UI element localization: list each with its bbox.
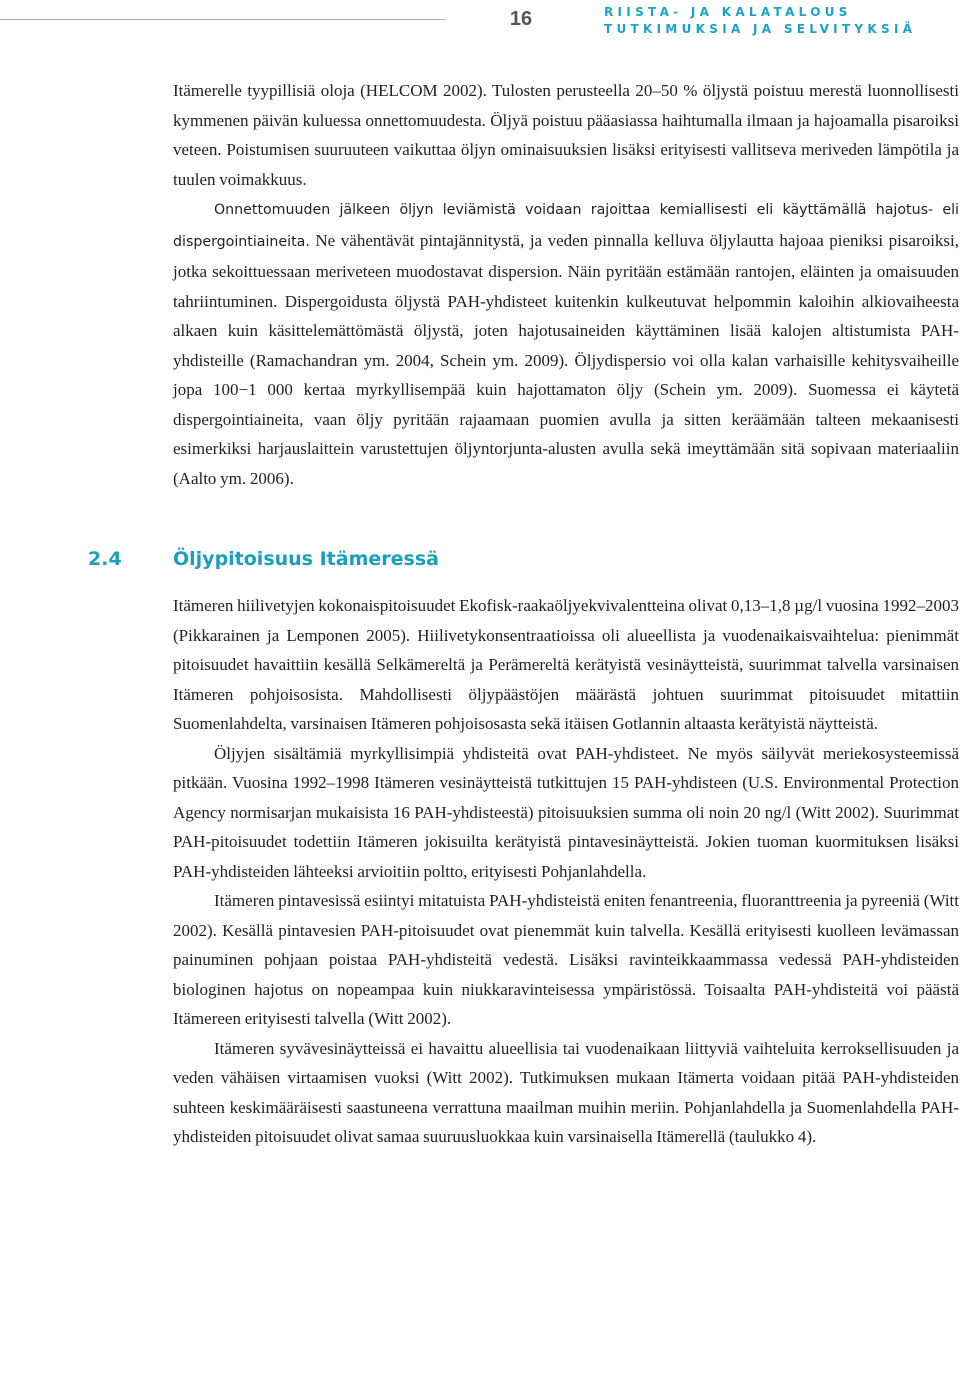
paragraph: Itämeren pintavesissä esiintyi mitatuista PAH-yhdisteistä eniten fenantreenia, fluoranttreenia ja pyreeniä (Witt 2002). Kesällä pintavesien PAH-pitoisuudet ovat pienemmät kuin talvella. Kesällä erityisesti kuolleen levämassan painuminen pohjaan poistaa PAH-yhdisteitä vedestä. Lisäksi ravinteikkaammassa vedessä PAH-yhdisteiden biologinen hajotus on nopeampaa kuin niukkaravinteisessa ympäristössä. Toisaalta PAH-yhdisteitä voi päästä Itämereen erityisesti talvella (Witt 2002).	[173, 891, 959, 1028]
series-line-2: TUTKIMUKSIA JA SELVITYKSIÄ	[604, 22, 917, 36]
page-number: 16	[509, 8, 533, 30]
body-text	[173, 76, 959, 493]
section-number: 2.4	[88, 548, 122, 570]
section-heading	[88, 548, 439, 570]
series-line-1: RIISTA- JA KALATALOUS	[604, 5, 852, 19]
paragraph: Itämeren hiilivetyjen kokonaispitoisuudet Ekofisk-raakaöljyekvivalentteina olivat 0,13–1,8 µg/l vuosina 1992–2003 (Pikkarainen ja Lemponen 2005). Hiilivetykonsentraatioissa oli alueellista ja vuodenaikaisvaihtelua: pienimmät pitoisuudet havaittiin kesällä Selkämereltä ja Perämereltä kerätyistä vesinäytteistä, suurimmat talvella varsinaisen Itämeren pohjoisosista. Mahdollisesti öljypäästöjen määrästä johtuen suurimmat pitoisuudet mitattiin Suomenlahdelta, varsinaisen Itämeren pohjoisosasta sekä itäisen Gotlannin altaasta kerätyistä näytteistä.	[173, 596, 959, 733]
paragraph: Itämeren syvävesinäytteissä ei havaittu alueellisia tai vuodenaikaan liittyviä vaihteluita kerroksellisuuden ja veden vähäisen virtaamisen vuoksi (Witt 2002). Tutkimuksen mukaan Itämerta voidaan pitää PAH-yhdisteiden suhteen keskimääräisesti saastuneena verrattuna maailman muihin meriin. Pohjanlahdella ja Suomenlahdella PAH-yhdisteiden pitoisuudet olivat samaa suuruusluokkaa kuin varsinaisella Itämerellä (taulukko 4).	[173, 1038, 959, 1146]
header-rule	[0, 19, 446, 20]
paragraph-serif-part: Ne vähentävät pintajännitystä, ja veden pinnalla kelluva öljylautta hajoaa pieniksi pisaroiksi, jotka sekoittuessaan meriveteen muodostavat dispersion. Näin pyritään estämään rantojen, eläinten ja omaisuuden tahriintuminen. Dispergoidusta öljystä PAH-yhdisteet kuitenkin kulkeutuvat helpommin kaloihin alkiovaiheesta alkaen kuin käsittelemättömästä öljystä, joten hajotusaineiden käyttäminen lisää kalojen altistumista PAH-yhdisteille (Ramachandran ym. 2004, Schein ym. 2009). Öljydispersio voi olla kalan varhaisille kehitysvaiheille jopa 100−1 000 kertaa myrkyllisempää kuin hajottamaton öljy (Schein ym. 2009). Suomessa ei käytetä dispergointiaineita, vaan öljy pyritään rajaamaan puomien avulla ja sitten keräämään talteen mekaanisesti esimerkiksi harjauslaittein varustettujen öljyntorjunta-alusten avulla sekä imeyttämään sitä sopivaan materiaaliin (Aalto ym. 2006).	[173, 230, 960, 488]
page-header	[0, 0, 960, 50]
section-body	[173, 591, 959, 1152]
paragraph: Öljyjen sisältämiä myrkyllisimpiä yhdisteitä ovat PAH-yhdisteet. Ne myös säilyvät meriekosysteemissä pitkään. Vuosina 1992–1998 Itämeren vesinäytteistä tutkittujen 15 PAH-yhdisteen (U.S. Environmental Protection Agency normisarjan mukaisista 16 PAH-yhdisteestä) pitoisuuksien summa oli noin 20 ng/l (Witt 2002). Suurimmat PAH-pitoisuudet todettiin Itämeren jokisuilta kerätyistä pintavesinäytteistä. Jokien tuoman kuormituksen lisäksi PAH-yhdisteiden lähteeksi arvioitiin poltto, erityisesti Pohjanlahdella.	[173, 743, 959, 881]
section-title: Öljypitoisuus Itämeressä	[173, 548, 439, 570]
paragraph: Itämerelle tyypillisiä oloja (HELCOM 2002). Tulosten perusteella 20–50 % öljystä poistuu merestä luonnollisesti kymmenen päivän kuluessa onnettomuudesta. Öljyä poistuu pääasiassa haihtumalla ilmaan ja hajoamalla pisaroiksi veteen. Poistumisen suuruuteen vaikuttaa öljyn ominaisuuksien lisäksi erityisesti vallitseva meriveden lämpötila ja tuulen voimakkuus.	[173, 81, 959, 189]
publication-series	[604, 4, 916, 38]
paragraph	[173, 194, 959, 493]
paragraph-sans-part: Onnettomuuden jälkeen öljyn leviämistä voidaan rajoittaa kemiallisesti eli käyttämällä hajotus- eli dispergointiaineita.	[173, 202, 959, 250]
